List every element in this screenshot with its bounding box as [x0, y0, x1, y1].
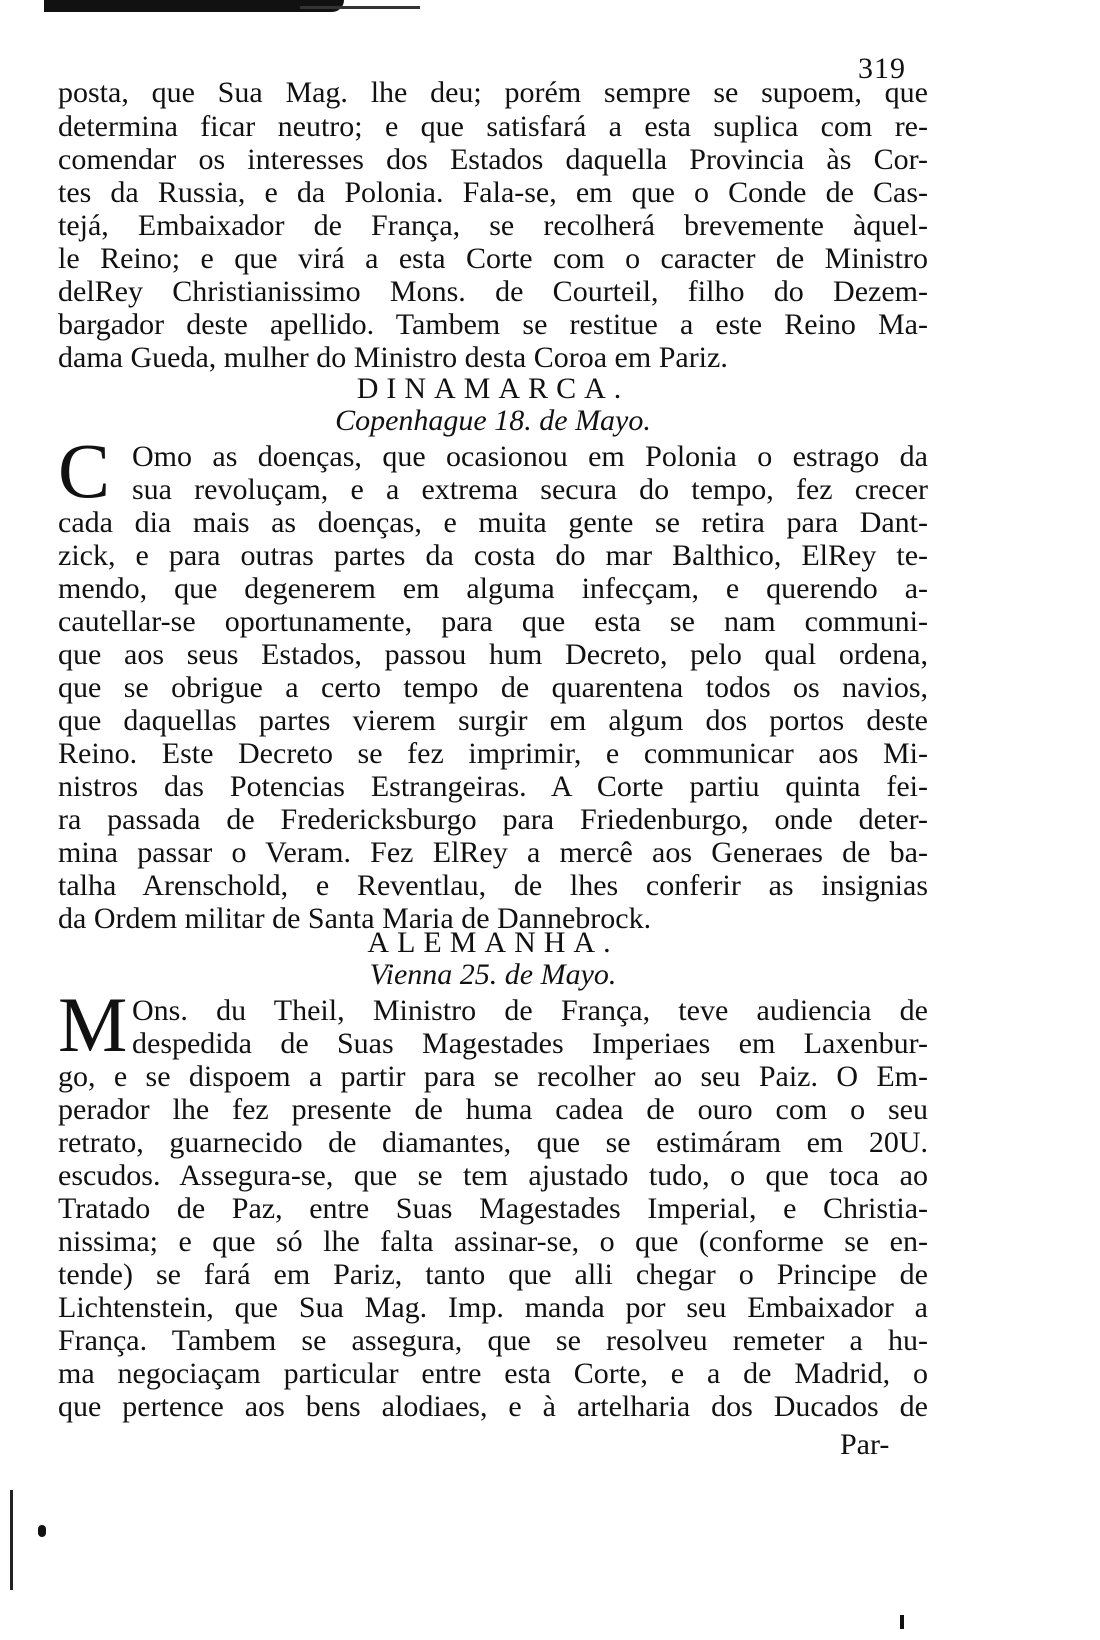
left-edge-mark: [10, 1490, 13, 1590]
catchword: Par-: [840, 1428, 890, 1461]
bottom-edge-mark: [900, 1615, 904, 1629]
text-line: retrato, guarnecido de diamantes, que se estimáram em 20U.: [58, 1126, 928, 1159]
page-number: 319: [858, 52, 906, 85]
text-line: cada dia mais as doenças, e muita gente se retira para Dant-: [58, 506, 928, 539]
text-line: tende) se fará em Pariz, tanto que alli chegar o Principe de: [58, 1258, 928, 1291]
text-line: da Ordem militar de Santa Maria de Dannebrock.: [58, 902, 652, 935]
text-line: escudos. Assegura-se, que se tem ajustado tudo, o que toca ao: [58, 1159, 928, 1192]
text-line: go, e se dispoem a partir para se recolher ao seu Paiz. O Em-: [58, 1060, 928, 1093]
text-line: delRey Christianissimo Mons. de Courteil, filho do Dezem-: [58, 275, 928, 308]
text-line: talha Arenschold, e Reventlau, de lhes conferir as insignias: [58, 869, 928, 902]
text-line: Omo as doenças, que ocasionou em Polonia o estrago da: [132, 440, 928, 473]
top-border-mark-thin: [300, 6, 420, 9]
text-line: tejá, Embaixador de França, se recolherá brevemente àquel-: [58, 209, 928, 242]
text-line: ra passada de Fredericksburgo para Friedenburgo, onde deter-: [58, 803, 928, 836]
text-line: nistros das Potencias Estrangeiras. A Corte partiu quinta fei-: [58, 770, 928, 803]
dateline-copenhague: Copenhague 18. de Mayo.: [335, 404, 651, 437]
text-line: despedida de Suas Magestades Imperiaes em Laxenbur-: [132, 1027, 928, 1060]
text-line: mina passar o Veram. Fez ElRey a mercê aos Generaes de ba-: [58, 836, 928, 869]
text-line: Tratado de Paz, entre Suas Magestades Imperial, e Christia-: [58, 1192, 928, 1225]
text-line: ma negociaçam particular entre esta Corte, e a de Madrid, o: [58, 1357, 928, 1390]
text-line: perador lhe fez presente de huma cadea de ouro com o seu: [58, 1093, 928, 1126]
left-edge-dot: [38, 1525, 46, 1537]
text-line: comendar os interesses dos Estados daquella Provincia às Cor-: [58, 143, 928, 176]
text-line: dama Gueda, mulher do Ministro desta Coroa em Pariz.: [58, 341, 728, 374]
dateline-vienna: Vienna 25. de Mayo.: [369, 958, 617, 991]
text-line: Ons. du Theil, Ministro de França, teve audiencia de: [132, 994, 928, 1027]
text-line: sua revoluçam, e a extrema secura do tempo, fez crecer: [132, 473, 928, 506]
text-line: França. Tambem se assegura, que se resolveu remeter a hu-: [58, 1324, 928, 1357]
text-line: que pertence aos bens alodiaes, e à artelharia dos Ducados de: [58, 1390, 928, 1423]
top-border-mark: [44, 0, 344, 12]
drop-cap: M: [58, 981, 128, 1068]
text-line: le Reino; e que virá a esta Corte com o caracter de Ministro: [58, 242, 928, 275]
text-line: zick, e para outras partes da costa do mar Balthico, ElRey te-: [58, 539, 928, 572]
text-line: que daquellas partes vierem surgir em algum dos portos deste: [58, 704, 928, 737]
section-heading-dinamarca: DINAMARCA.: [356, 372, 630, 405]
text-line: tes da Russia, e da Polonia. Fala-se, em que o Conde de Cas-: [58, 176, 928, 209]
text-line: Reino. Este Decreto se fez imprimir, e communicar aos Mi-: [58, 737, 928, 770]
text-line: nissima; e que só lhe falta assinar-se, o que (conforme se en-: [58, 1225, 928, 1258]
text-line: que se obrigue a certo tempo de quarentena todos os navios,: [58, 671, 928, 704]
text-line: cautellar-se oportunamente, para que esta se nam communi-: [58, 605, 928, 638]
text-line: bargador deste apellido. Tambem se restitue a este Reino Ma-: [58, 308, 928, 341]
drop-cap: C: [58, 427, 111, 514]
text-line: Lichtenstein, que Sua Mag. Imp. manda por seu Embaixador a: [58, 1291, 928, 1324]
text-line: posta, que Sua Mag. lhe deu; porém sempre se supoem, que: [58, 76, 928, 109]
text-line: determina ficar neutro; e que satisfará a esta suplica com re-: [58, 110, 928, 143]
text-line: mendo, que degenerem em alguma infecçam, e querendo a-: [58, 572, 928, 605]
text-line: que aos seus Estados, passou hum Decreto, pelo qual ordena,: [58, 638, 928, 671]
section-heading-alemanha: ALEMANHA.: [367, 926, 619, 959]
